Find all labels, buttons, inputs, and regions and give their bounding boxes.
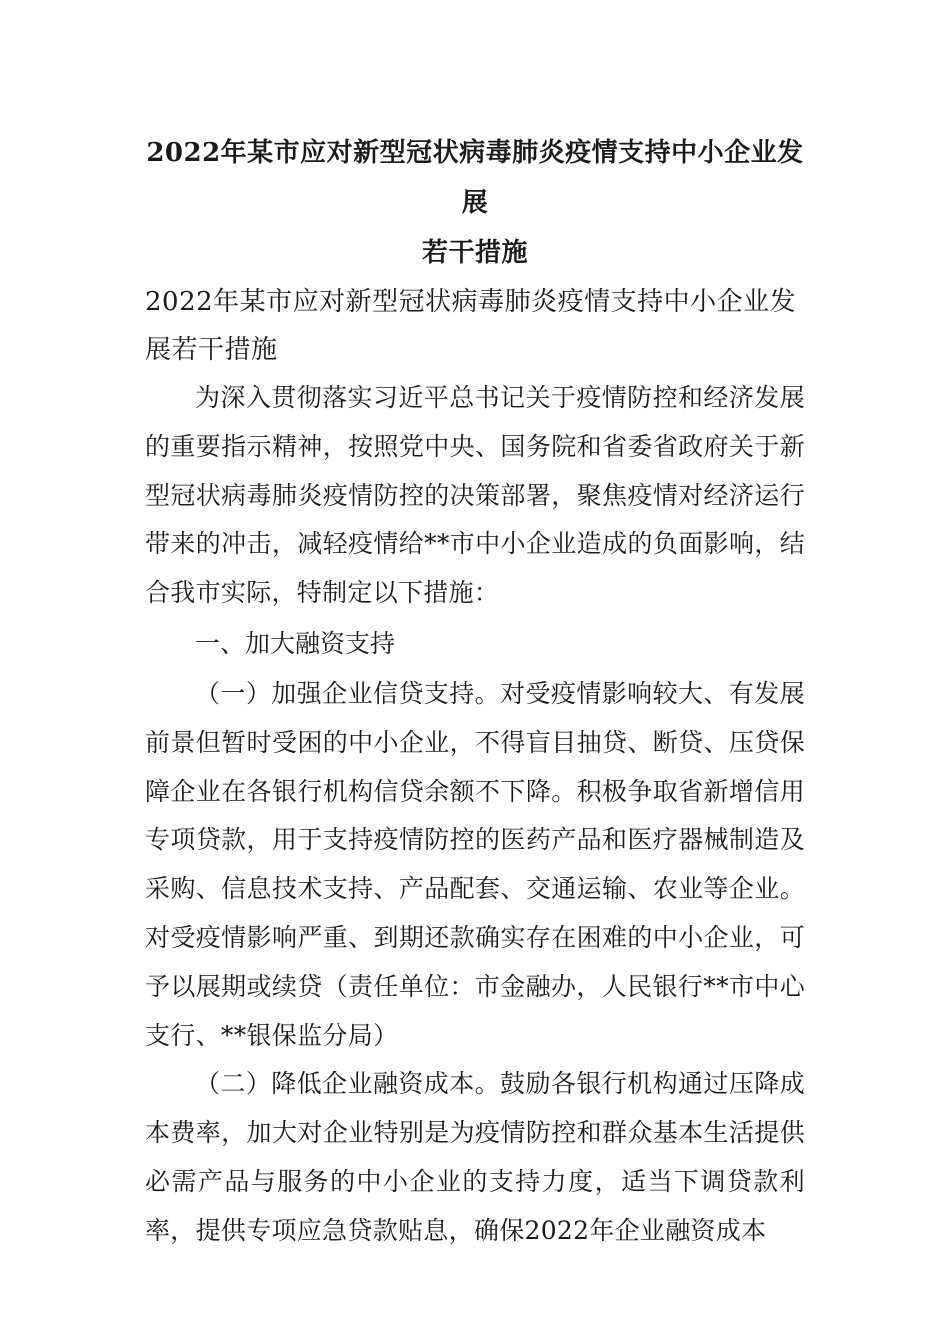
document-page bbox=[145, 128, 805, 1256]
section-1-heading: 一、加大融资支持 bbox=[195, 628, 396, 658]
repeated-title: 2022年某市应对新型冠状病毒肺炎疫情支持中小企业发展若干措施 bbox=[145, 287, 797, 365]
title-line-1: 2022年某市应对新型冠状病毒肺炎疫情支持中小企业发展 bbox=[146, 138, 804, 218]
document-title bbox=[145, 128, 805, 278]
item-2-paragraph: （二）降低企业融资成本。鼓励各银行机构通过压降成本费率，加大对企业特别是为疫情防控和群众基本生活提供必需产品与服务的中小企业的支持力度，适当下调贷款利率，提供专项应急贷款贴息，确保2022年企业融资成本 bbox=[145, 1069, 805, 1245]
item-1-paragraph: （一）加强企业信贷支持。对受疫情影响较大、有发展前景但暂时受困的中小企业，不得盲目抽贷、断贷、压贷保障企业在各银行机构信贷余额不下降。积极争取省新增信用专项贷款，用于支持疫情防控的医药产品和医疗器械制造及采购、信息技术支持、产品配套、交通运输、农业等企业。对受疫情影响严重、到期还款确实存在困难的中小企业，可予以展期或续贷（责任单位：市金融办，人民银行**市中心支行、**银保监分局） bbox=[145, 678, 805, 1050]
intro-paragraph: 为深入贯彻落实习近平总书记关于疫情防控和经济发展的重要指示精神，按照党中央、国务院和省委省政府关于新型冠状病毒肺炎疫情防控的决策部署，聚焦疫情对经济运行带来的冲击，减轻疫情给**市中小企业造成的负面影响，结合我市实际，特制定以下措施： bbox=[145, 383, 805, 608]
title-line-2: 若干措施 bbox=[421, 238, 528, 268]
